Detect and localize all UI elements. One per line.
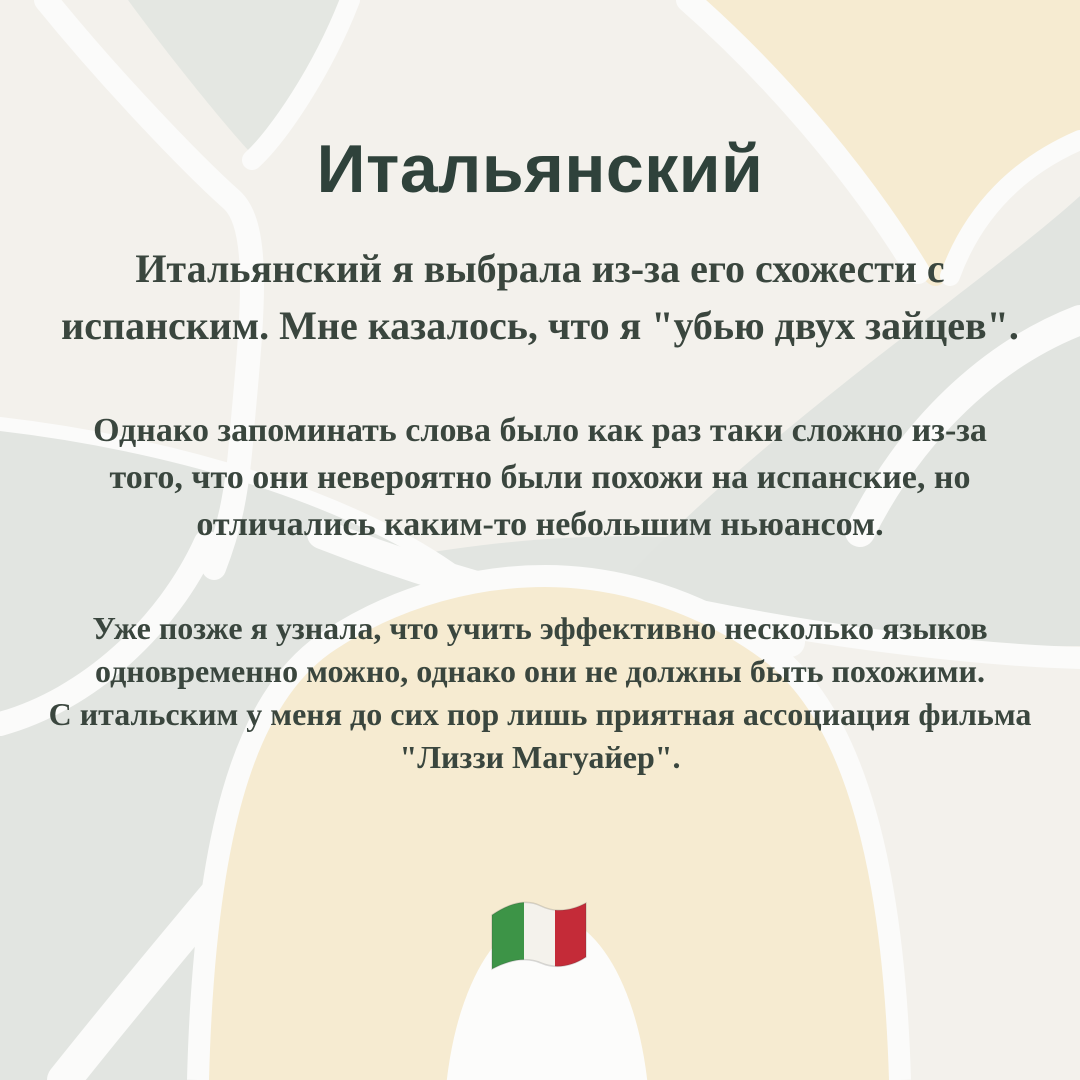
flag-green-stripe	[489, 899, 524, 975]
intro-paragraph	[0, 240, 1080, 354]
text-line: С итальским у меня до сих пор лишь приятная ассоциация фильма	[48, 696, 1032, 732]
closing-paragraph	[0, 607, 1080, 779]
page-title: Итальянский	[316, 131, 764, 207]
text-line: Однако запоминать слова было как раз таки сложно из-за	[93, 412, 987, 449]
text-line: того, что они невероятно были похожи на испанские, но	[109, 459, 971, 496]
italy-flag-icon	[489, 899, 589, 975]
text-line: Итальянский я выбрала из-за его схожести с	[135, 246, 945, 291]
text-line: испанским. Мне казалось, что я "убью двух зайцев".	[61, 303, 1019, 348]
flag-white-stripe	[524, 899, 555, 975]
text-line: "Лиззи Магуайер".	[399, 739, 681, 775]
text-line: Уже позже я узнала, что учить эффективно несколько языков	[92, 610, 988, 646]
text-line: отличались каким-то небольшим ньюансом.	[196, 506, 884, 543]
text-line: одновременно можно, однако они не должны быть похожими.	[95, 653, 985, 689]
middle-paragraph	[0, 407, 1080, 548]
